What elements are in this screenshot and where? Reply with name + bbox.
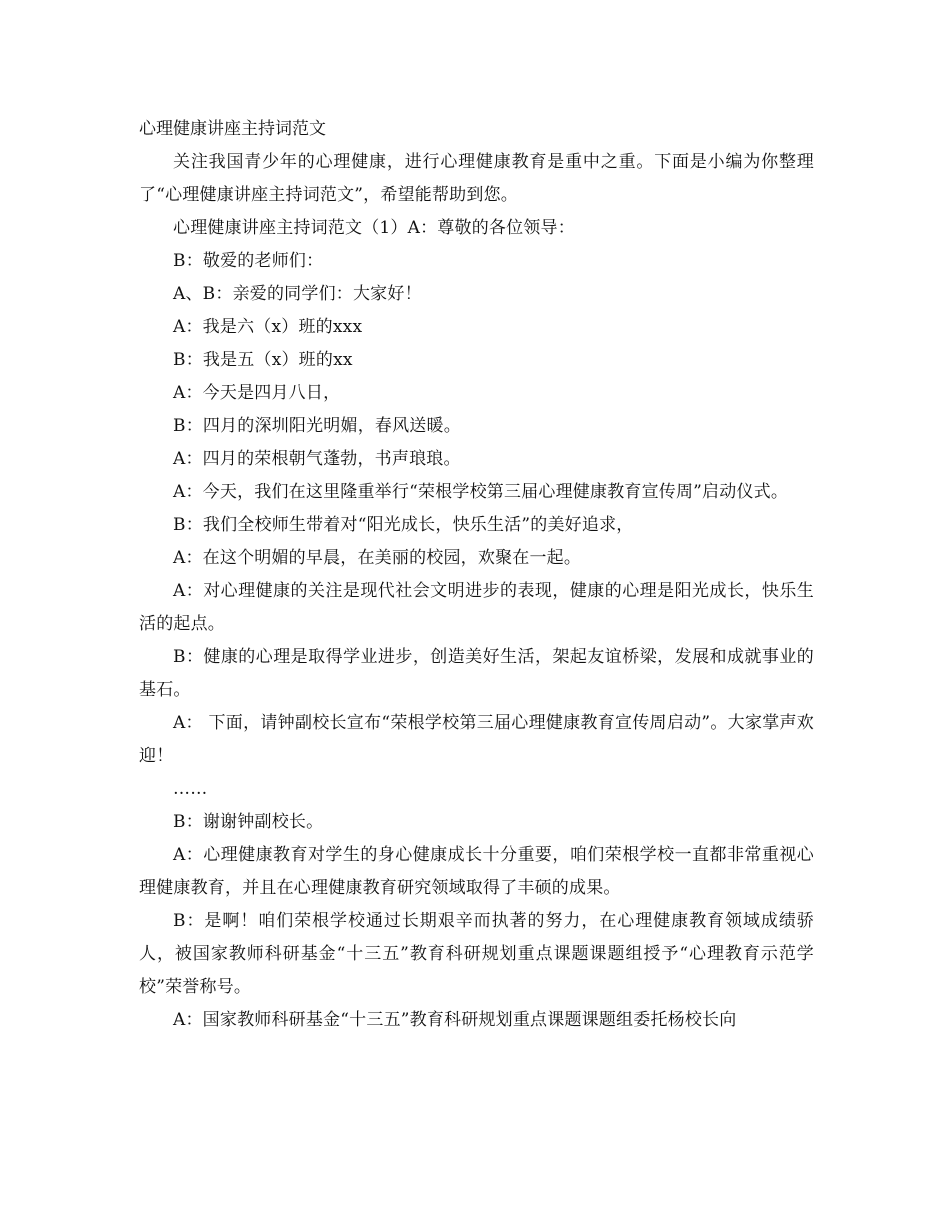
document-title: 心理健康讲座主持词范文 — [139, 119, 326, 139]
paragraph: B：敬爱的老师们： — [173, 251, 324, 271]
paragraph: A：在这个明媚的早晨，在美丽的校园，欢聚在一起。 — [173, 548, 582, 568]
paragraph: A：国家教师科研基金“十三五”教育科研规划重点课题课题组委托杨校长向 — [173, 1010, 737, 1030]
paragraph: A：四月的荣根朝气蓬勃，书声琅琅。 — [173, 449, 461, 469]
paragraph: A：今天，我们在这里隆重举行“荣根学校第三届心理健康教育宣传周”启动仪式。 — [173, 482, 789, 502]
paragraph: 关注我国青少年的心理健康，进行心理健康教育是重中之重。下面是小编为你整理了“心理健康讲座主持词范文”，希望能帮助到您。 — [139, 152, 814, 205]
paragraph: A：心理健康教育对学生的身心健康成长十分重要，咱们荣根学校一直都非常重视心理健康教育，并且在心理健康教育研究领域取得了丰硕的成果。 — [139, 845, 814, 898]
paragraph: B：健康的心理是取得学业进步，创造美好生活，架起友谊桥梁，发展和成就事业的基石。 — [139, 647, 814, 700]
paragraph: B：我们全校师生带着对“阳光成长，快乐生活”的美好追求， — [173, 515, 634, 535]
paragraph: A：今天是四月八日， — [173, 383, 341, 403]
paragraph: 心理健康讲座主持词范文（1）A：尊敬的各位领导： — [173, 218, 575, 238]
paragraph: B：是啊！咱们荣根学校通过长期艰辛而执著的努力，在心理健康教育领域成绩骄人，被国家教师科研基金“十三五”教育科研规划重点课题课题组授予“心理教育示范学校”荣誉称号。 — [139, 911, 814, 997]
paragraph: A：对心理健康的关注是现代社会文明进步的表现，健康的心理是阳光成长，快乐生活的起点。 — [139, 581, 814, 634]
paragraph: B：我是五（x）班的xx — [173, 350, 353, 370]
paragraph: A、B：亲爱的同学们：大家好！ — [173, 284, 422, 304]
paragraph: B：谢谢钟副校长。 — [173, 812, 324, 832]
paragraph: A： 下面，请钟副校长宣布“荣根学校第三届心理健康教育宣传周启动”。大家掌声欢迎！ — [139, 713, 814, 766]
paragraph: A：我是六（x）班的xxx — [173, 317, 363, 337]
paragraph: B：四月的深圳阳光明媚，春风送暖。 — [173, 416, 461, 436]
document-page — [139, 113, 814, 1037]
ellipsis-paragraph: …… — [173, 779, 208, 799]
